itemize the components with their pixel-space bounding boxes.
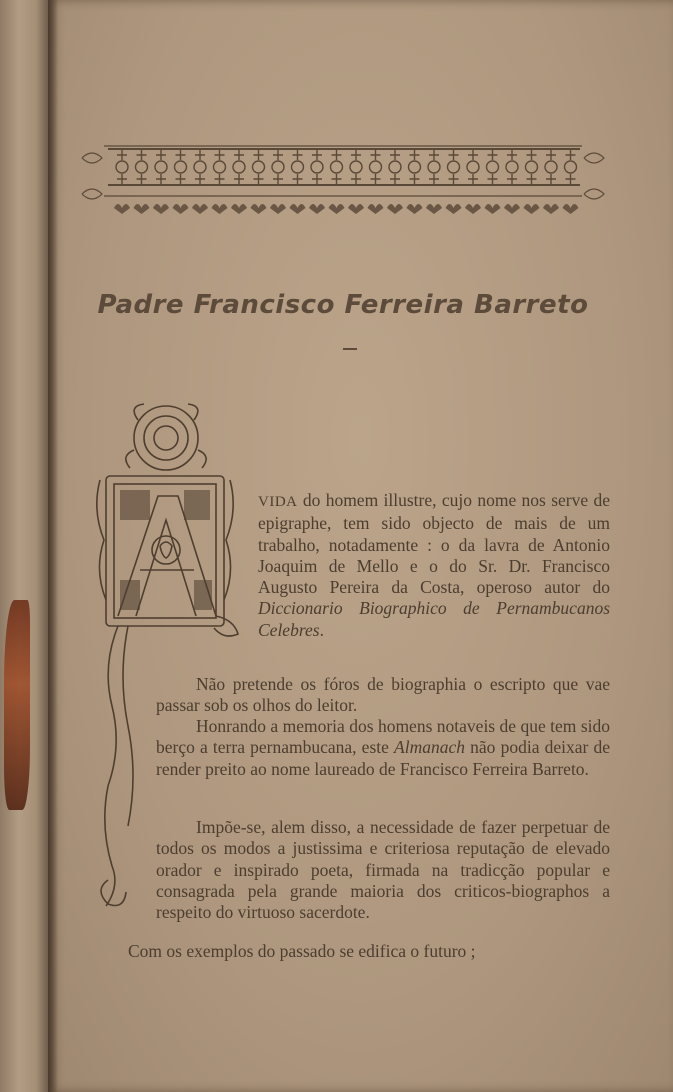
header-ornament-icon bbox=[78, 138, 608, 220]
paragraph-2: Não pretende os fóros de biographia o escripto que vae passar sob os olhos do leitor. bbox=[156, 674, 610, 716]
paragraph-3 bbox=[156, 716, 610, 780]
paragraph-1-text-b: . bbox=[319, 619, 324, 640]
torn-edge bbox=[4, 600, 30, 810]
paragraph-1-text-a: do homem illustre, cujo nome nos serve de epigraphe, tem sido objecto de mais de um trabalho, notadamente : o da lavra de Antonio Joaquim de Mello e o do Sr. Dr. Francisco Augusto Pereira da Costa, operoso autor do bbox=[258, 490, 610, 598]
paragraph-5: Com os exemplos do passado se edifica o futuro ; bbox=[128, 941, 476, 961]
paragraph-3-work-title: Almanach bbox=[394, 737, 466, 758]
page-title: Padre Francisco Ferreira Barreto bbox=[97, 290, 589, 320]
book-page bbox=[48, 0, 673, 1092]
page-gutter-shadow bbox=[48, 0, 58, 1092]
book-spine bbox=[0, 0, 48, 1092]
paragraph-4: Impõe-se, alem disso, a necessidade de fazer perpetuar de todos os modos a justissima e criteriosa reputação de elevado orador e inspirado poeta, firmada na tradicção popular e consagrada pela grande maioria dos criticos-biographos a respeito do virtuoso sacerdote. bbox=[156, 817, 610, 923]
paragraph-1 bbox=[258, 490, 610, 641]
drop-cap-lead: VIDA bbox=[258, 494, 298, 510]
paragraph-3-text-b: não podia deixar de render preito ao nome laureado de Francisco Ferreira Barreto. bbox=[156, 737, 611, 779]
paragraph-1-work-title: Diccionario Biographico de Pernambucanos Celebres bbox=[258, 598, 610, 640]
title-divider bbox=[343, 348, 357, 350]
paragraph-3-text-a: Honrando a memoria dos homens notaveis de que tem sido berço a terra pernambucana, este bbox=[156, 716, 610, 758]
